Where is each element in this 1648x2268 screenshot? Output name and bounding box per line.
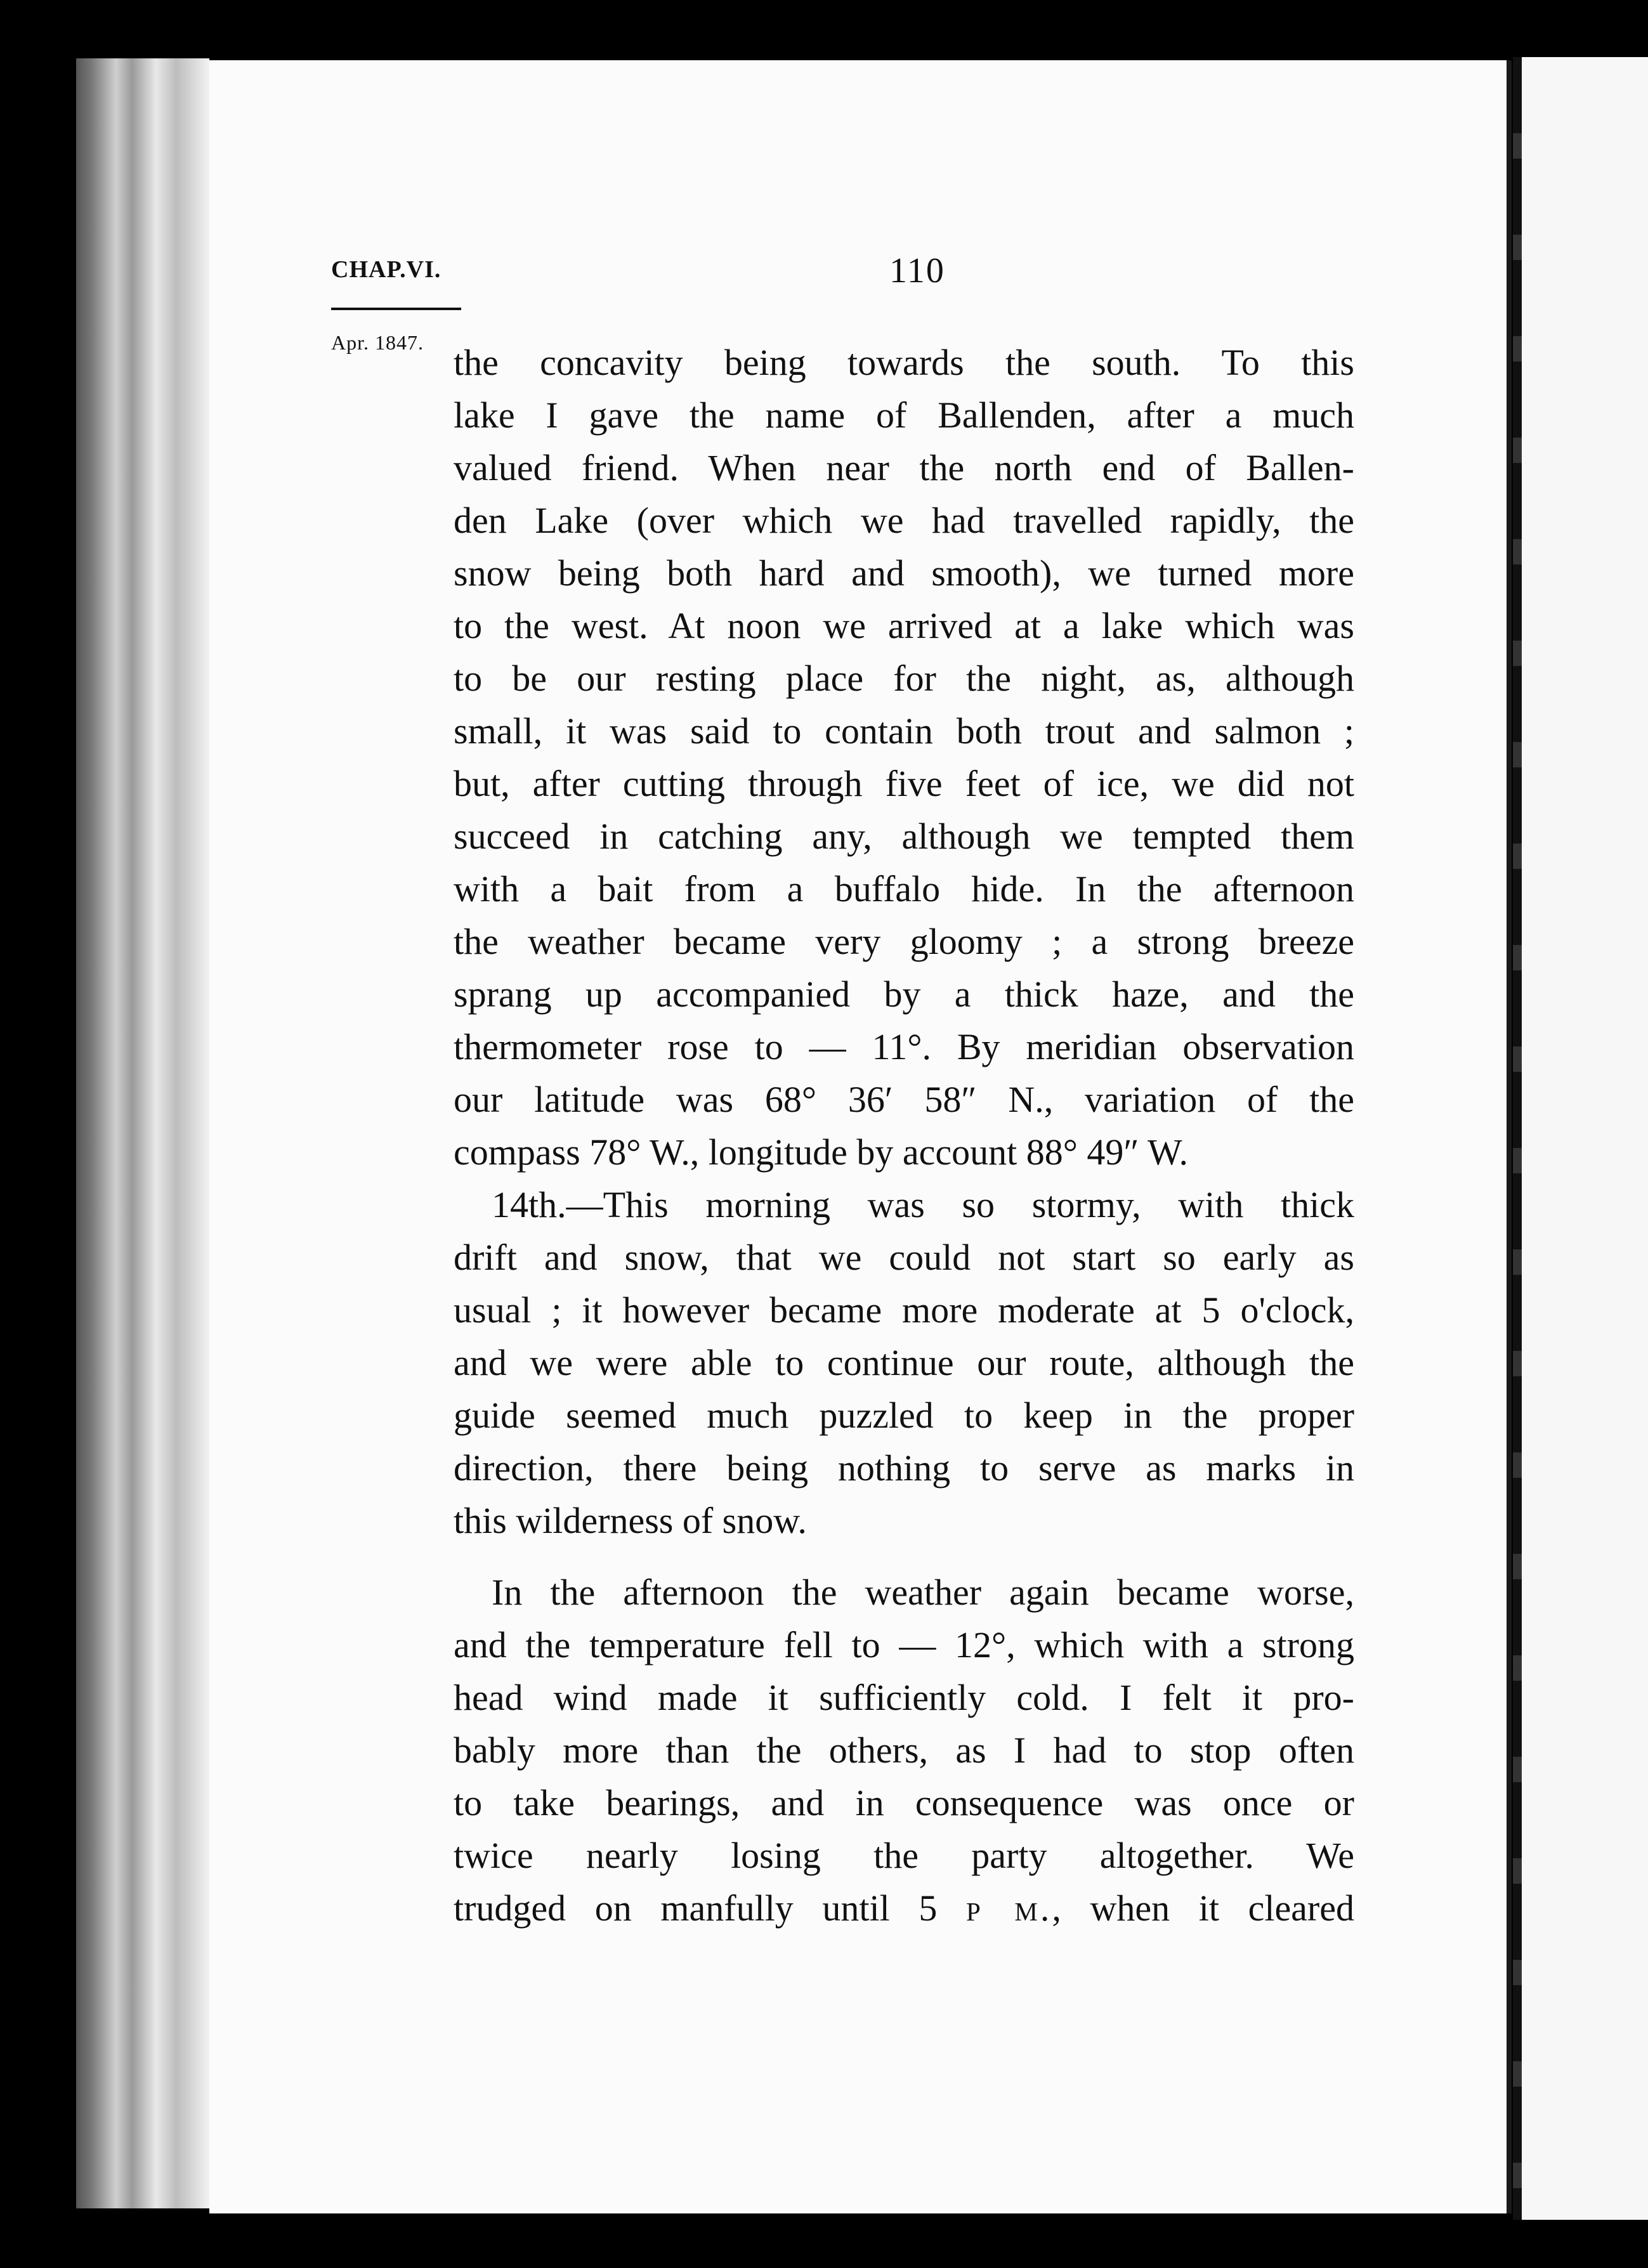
text-line: usual ; it however became more moderate at 5 o'clock, [454,1289,1354,1331]
text-line: to the west. At noon we arrived at a lake which was [454,605,1354,646]
text-line: small, it was said to contain both trout and salmon ; [454,710,1354,752]
page-number: 110 [889,251,945,290]
text-line: lake I gave the name of Ballenden, after a much [454,394,1354,436]
text-line: direction, there being nothing to serve as marks in [454,1447,1354,1489]
margin-date-note: Apr. 1847. [331,331,424,354]
time-pm: p m. [966,1887,1052,1929]
header-rule [331,308,461,310]
text-line: to be our resting place for the night, as, although [454,658,1354,699]
page-edges-left [76,58,209,2208]
text-line: the concavity being towards the south. To this [454,342,1354,383]
text-line: with a bait from a buffalo hide. In the afternoon [454,868,1354,909]
text-line: sprang up accompanied by a thick haze, and the [454,974,1354,1015]
text-line: drift and snow, that we could not start so early as [454,1237,1354,1278]
text-line: but, after cutting through five feet of ice, we did not [454,763,1354,804]
text-line: compass 78° W., longitude by account 88° 49″ W. [454,1131,1188,1173]
text-line: valued friend. When near the north end of Ballen- [454,447,1354,488]
text-line: twice nearly losing the party altogether. We [454,1835,1354,1876]
text-line: and we were able to continue our route, although the [454,1342,1354,1383]
page-gutter-edge [1507,60,1512,2213]
facing-page-edge [1513,57,1522,2220]
text-line: 14th.—This morning was so stormy, with thick [492,1184,1354,1225]
chapter-heading: CHAP.VI. [331,256,441,283]
text-segment: , when it cleared [1052,1887,1354,1929]
text-line: the weather became very gloomy ; a strong breeze [454,921,1354,962]
text-line: to take bearings, and in consequence was once or [454,1782,1354,1823]
text-line: this wilderness of snow. [454,1500,807,1541]
text-line: thermometer rose to — 11°. By meridian observation [454,1026,1354,1067]
body-text [454,336,1354,1934]
paragraph-gap [454,1547,1354,1566]
facing-page-strip [1516,57,1648,2220]
text-line: bably more than the others, as I had to stop often [454,1730,1354,1771]
text-segment: trudged on manfully until 5 [454,1887,966,1929]
text-line-final [454,1882,1354,1934]
text-line: and the temperature fell to — 12°, which with a strong [454,1624,1354,1665]
text-line: snow being both hard and smooth), we turned more [454,552,1354,594]
text-line: guide seemed much puzzled to keep in the proper [454,1395,1354,1436]
running-header [331,251,1346,327]
text-line: In the afternoon the weather again became worse, [492,1572,1354,1613]
text-line: succeed in catching any, although we tempted them [454,816,1354,857]
text-line: head wind made it sufficiently cold. I felt it pro- [454,1677,1354,1718]
text-line: our latitude was 68° 36′ 58″ N., variation of the [454,1079,1354,1120]
text-line: den Lake (over which we had travelled rapidly, the [454,500,1354,541]
